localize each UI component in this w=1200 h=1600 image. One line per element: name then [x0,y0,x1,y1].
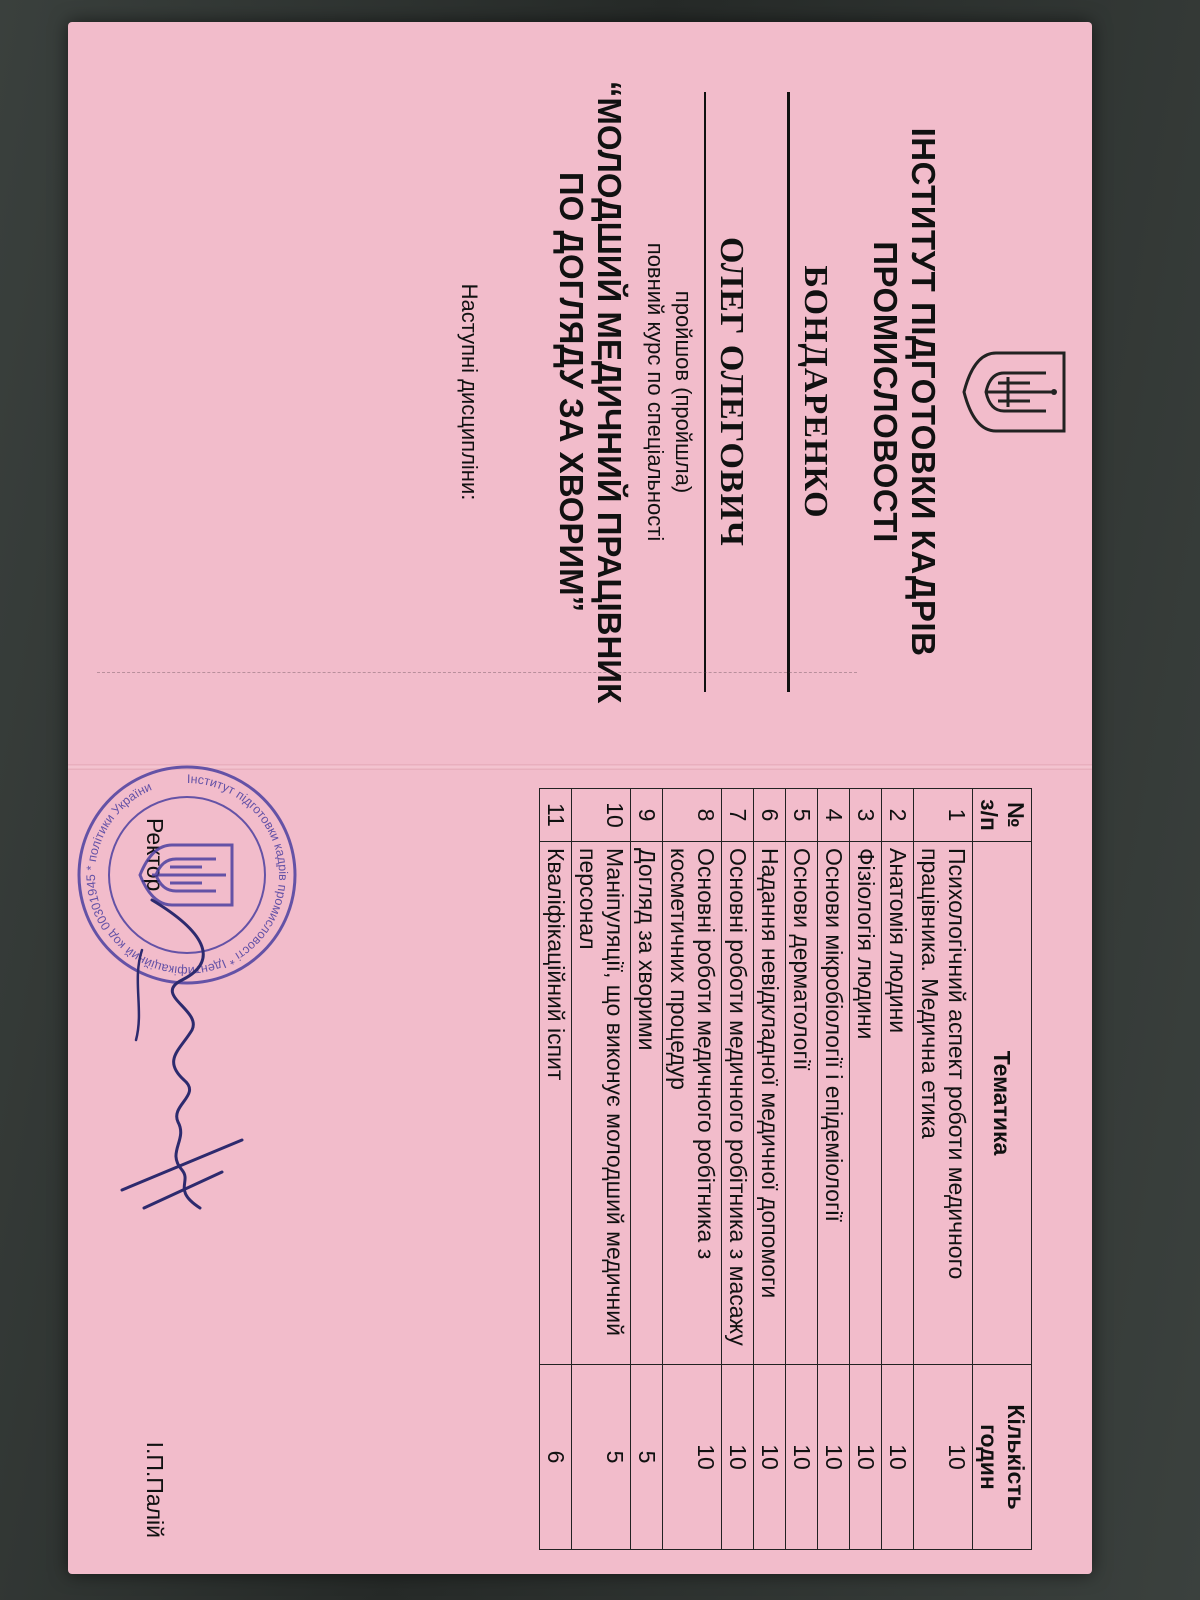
row-topic: Надання невідкладної медичної допомоги [754,842,786,1365]
row-topic: Анатомія людини [882,842,914,1365]
table-row [540,789,572,1550]
row-topic: Основні роботи медичного робітника з косметичних процедур [663,842,722,1365]
row-topic: Психологічний аспект роботи медичного працівника. Медична етика [914,842,973,1365]
row-hours: 5 [572,1365,631,1550]
row-number: 5 [786,789,818,842]
holder-surname: БОНДАРЕНКО [797,265,834,519]
certificate-card [68,22,1092,1574]
row-number: 9 [631,789,663,842]
row-number: 8 [663,789,722,842]
row-hours: 10 [663,1365,722,1550]
header-topic: Тематика [973,842,1032,1365]
holder-name: ОЛЕГ ОЛЕГОВИЧ [713,237,750,547]
table-row [882,789,914,1550]
passed-text: пройшов (пройшла) [671,290,696,494]
row-number: 6 [754,789,786,842]
rector-name: І.П.Палій [142,1441,168,1538]
row-hours: 10 [914,1365,973,1550]
rector-title: Ректор [142,818,168,892]
row-hours: 6 [540,1365,572,1550]
row-topic: Основи дерматології [786,842,818,1365]
course-text: повний курс по спеціальності [643,242,668,542]
disciplines-table [539,788,1032,1550]
certificate-content [68,22,1092,1574]
row-topic: Основи мікробіології і епідеміології [818,842,850,1365]
table-row [754,789,786,1550]
handwritten-signature [112,890,262,1220]
row-hours: 10 [850,1365,882,1550]
row-hours: 10 [818,1365,850,1550]
header-number: № з/п [973,789,1032,842]
row-number: 10 [572,789,631,842]
specialty-title: “МОЛОДШИЙ МЕДИЧНИЙ ПРАЦІВНИК ПО ДОГЛЯДУ ЗА ХВОРИМ” [553,80,628,704]
row-topic: Фізіологія людини [850,842,882,1365]
show-through-table [97,672,857,753]
row-hours: 10 [754,1365,786,1550]
left-page [68,22,1092,762]
row-number: 7 [722,789,754,842]
row-topic: Маніпуляції, що виконує молодший медичний персонал [572,842,631,1365]
row-number: 2 [882,789,914,842]
row-number: 11 [540,789,572,842]
row-number: 4 [818,789,850,842]
table-row [850,789,882,1550]
row-topic: Основні роботи медичного робітника з масажу [722,842,754,1365]
table-header-row [973,789,1032,1550]
table-row [722,789,754,1550]
right-page [68,770,1092,1574]
row-number: 1 [914,789,973,842]
table-row [631,789,663,1550]
table-row [818,789,850,1550]
trident-emblem-icon [960,347,1070,437]
table-row [914,789,973,1550]
seal-ring-text: Інститут підготовки кадрів промисловості * Ідентифікаційний код 00301945 * політики України [83,771,291,979]
institute-name: ІНСТИТУТ ПІДГОТОВКИ КАДРІВ ПРОМИСЛОВОСТІ [867,127,942,657]
row-hours: 10 [722,1365,754,1550]
row-hours: 10 [882,1365,914,1550]
table-row [786,789,818,1550]
table-row [572,789,631,1550]
row-topic: Догляд за хворими [631,842,663,1365]
table-row [663,789,722,1550]
row-hours: 10 [786,1365,818,1550]
header-hours: Кількість годин [973,1365,1032,1550]
surname-underline [787,92,790,692]
name-underline [704,92,706,692]
row-topic: Кваліфікаційний іспит [540,842,572,1365]
row-hours: 5 [631,1365,663,1550]
disciplines-caption: Наступні дисципліни: [457,283,482,501]
row-number: 3 [850,789,882,842]
